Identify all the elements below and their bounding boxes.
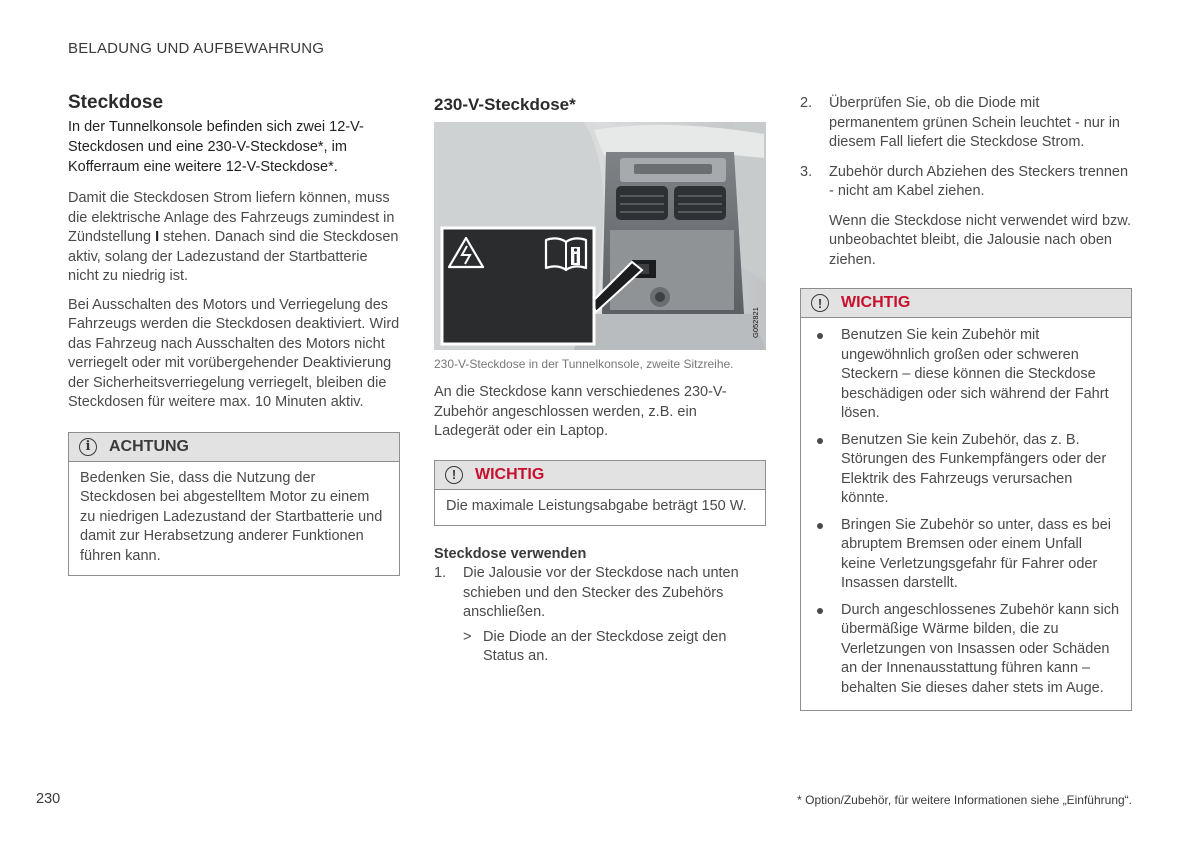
ignition-position: I [155,229,160,245]
bullet-text: Durch angeschlossenes Zubehör kann sich übermäßige Wärme bilden, die zu Verletzungen von Insassen oder Schäden an der Innenausstattung führen kann – behalten Sie dieses daher stets im Auge. [841,601,1120,696]
tunnel-console-image [434,122,766,350]
caution-body: Bedenken Sie, dass die Nutzung der Steckdosen bei abgestelltem Motor zu einem zu niedrigen Ladezustand der Startbatterie und damit zur Herabsetzung anderer Funktionen führen kann. [80,469,383,564]
socket-illustration [434,122,766,350]
bullet-dot [817,333,823,339]
bullet-item [812,326,1120,424]
ignition-text-after: stehen. Danach sind die Steckdosen aktiv, solang der Ladezustand der Startbatterie nicht zu niedrig ist. [68,229,399,284]
running-header: BELADUNG UND AUFBEWAHRUNG [68,40,325,57]
exclamation-icon: ! [445,466,463,484]
figure-caption: 230-V-Steckdose in der Tunnelkonsole, zweite Sitzreihe. [434,357,734,371]
caution-header [69,433,399,462]
intro-paragraph: In der Tunnelkonsole befinden sich zwei 12-V-Steckdosen und eine 230-V-Steckdose*, im Kofferraum eine weitere 12-V-Steckdose*. [68,119,364,175]
important-title: WICHTIG [475,465,545,483]
important-box-power [434,460,766,527]
important-header [801,289,1131,318]
step-item [800,94,1132,153]
bullet-item [812,516,1120,594]
bullet-dot [817,608,823,614]
caution-title: ACHTUNG [109,437,189,455]
bullet-text: Benutzen Sie kein Zubehör mit ungewöhnlich großen oder schweren Steckern – diese können die Steckdose beschädigen oder sich während der Fahrt lösen. [841,327,1109,421]
step-text: Die Jalousie vor der Steckdose nach unten schieben und den Stecker des Zubehörs anschließen. [463,565,739,620]
exclamation-icon: ! [811,294,829,312]
column-steckdose [68,92,400,576]
shutter-note: Wenn die Steckdose nicht verwendet wird bzw. unbeobachtet bleibt, die Jalousie nach oben ziehen. [829,212,1131,268]
bullet-dot [817,523,823,529]
footnote: * Option/Zubehör, für weitere Informationen siehe „Einführung“. [797,793,1132,807]
info-icon: i [79,438,97,456]
column-230v [434,92,766,677]
important-box-accessories [800,288,1132,711]
bullet-item [812,601,1120,699]
step-text: Überprüfen Sie, ob die Diode mit permanentem grünen Schein leuchtet - nur in diesem Fall liefert die Steckdose Strom. [829,95,1120,150]
column-continued [800,94,1132,711]
subheading-usage: Steckdose verwenden [434,546,587,562]
ignition-text-before: Damit die Steckdosen Strom liefern können, muss die elektrische Anlage des Fahrzeugs zumindest in Zündstellung [68,190,395,245]
section-title: Steckdose [68,92,164,113]
step-item [800,163,1132,202]
step-result [463,628,766,667]
caution-box [68,432,400,577]
important-body: Die maximale Leistungsabgabe beträgt 150 W. [446,497,747,514]
important-title: WICHTIG [841,294,911,311]
deactivation-paragraph: Bei Ausschalten des Motors und Verriegelung des Fahrzeugs werden die Steckdosen deaktiviert. Wird das Fahrzeug nach Ausschalten des Motors nicht verriegelt oder mit vorübergehender Deaktivierung der Sicherheitsverriegelung verriegelt, bleiben die Steckdosen für weitere max. 10 Minuten aktiv. [68,296,400,410]
page-number: 230 [36,791,61,807]
result-marker: > [463,628,472,645]
important-body [801,318,1131,710]
accessory-paragraph: An die Steckdose kann verschiedenes 230-V-Zubehör angeschlossen werden, z.B. ein Ladegerät oder ein Laptop. [434,384,727,439]
steps-list-start [434,564,766,667]
important-header [435,461,765,490]
step-number: 1. [434,565,447,581]
section-title-230v: 230-V-Steckdose* [434,95,576,114]
step-number: 3. [800,163,813,180]
bullet-text: Bringen Sie Zubehör so unter, dass es bei abruptem Bremsen oder einem Unfall keine Verletzungsgefahr für Fahrer oder Insassen darstellt. [841,516,1112,591]
bullet-item [812,431,1120,509]
step-number: 2. [800,95,813,111]
result-text: Die Diode an der Steckdose zeigt den Status an. [483,628,727,664]
step-item [434,564,766,667]
bullet-dot [817,438,823,444]
steps-list-continued [800,94,1132,202]
step-text: Zubehör durch Abziehen des Steckers trennen - nicht am Kabel ziehen. [829,163,1129,199]
ignition-paragraph [68,189,400,287]
figure-code: G052821 [751,307,760,338]
bullet-text: Benutzen Sie kein Zubehör, das z. B. Störungen des Funkempfängers oder der Elektrik des Fahrzeugs verursachen könnte. [841,431,1107,506]
warning-bullets [812,326,1120,698]
